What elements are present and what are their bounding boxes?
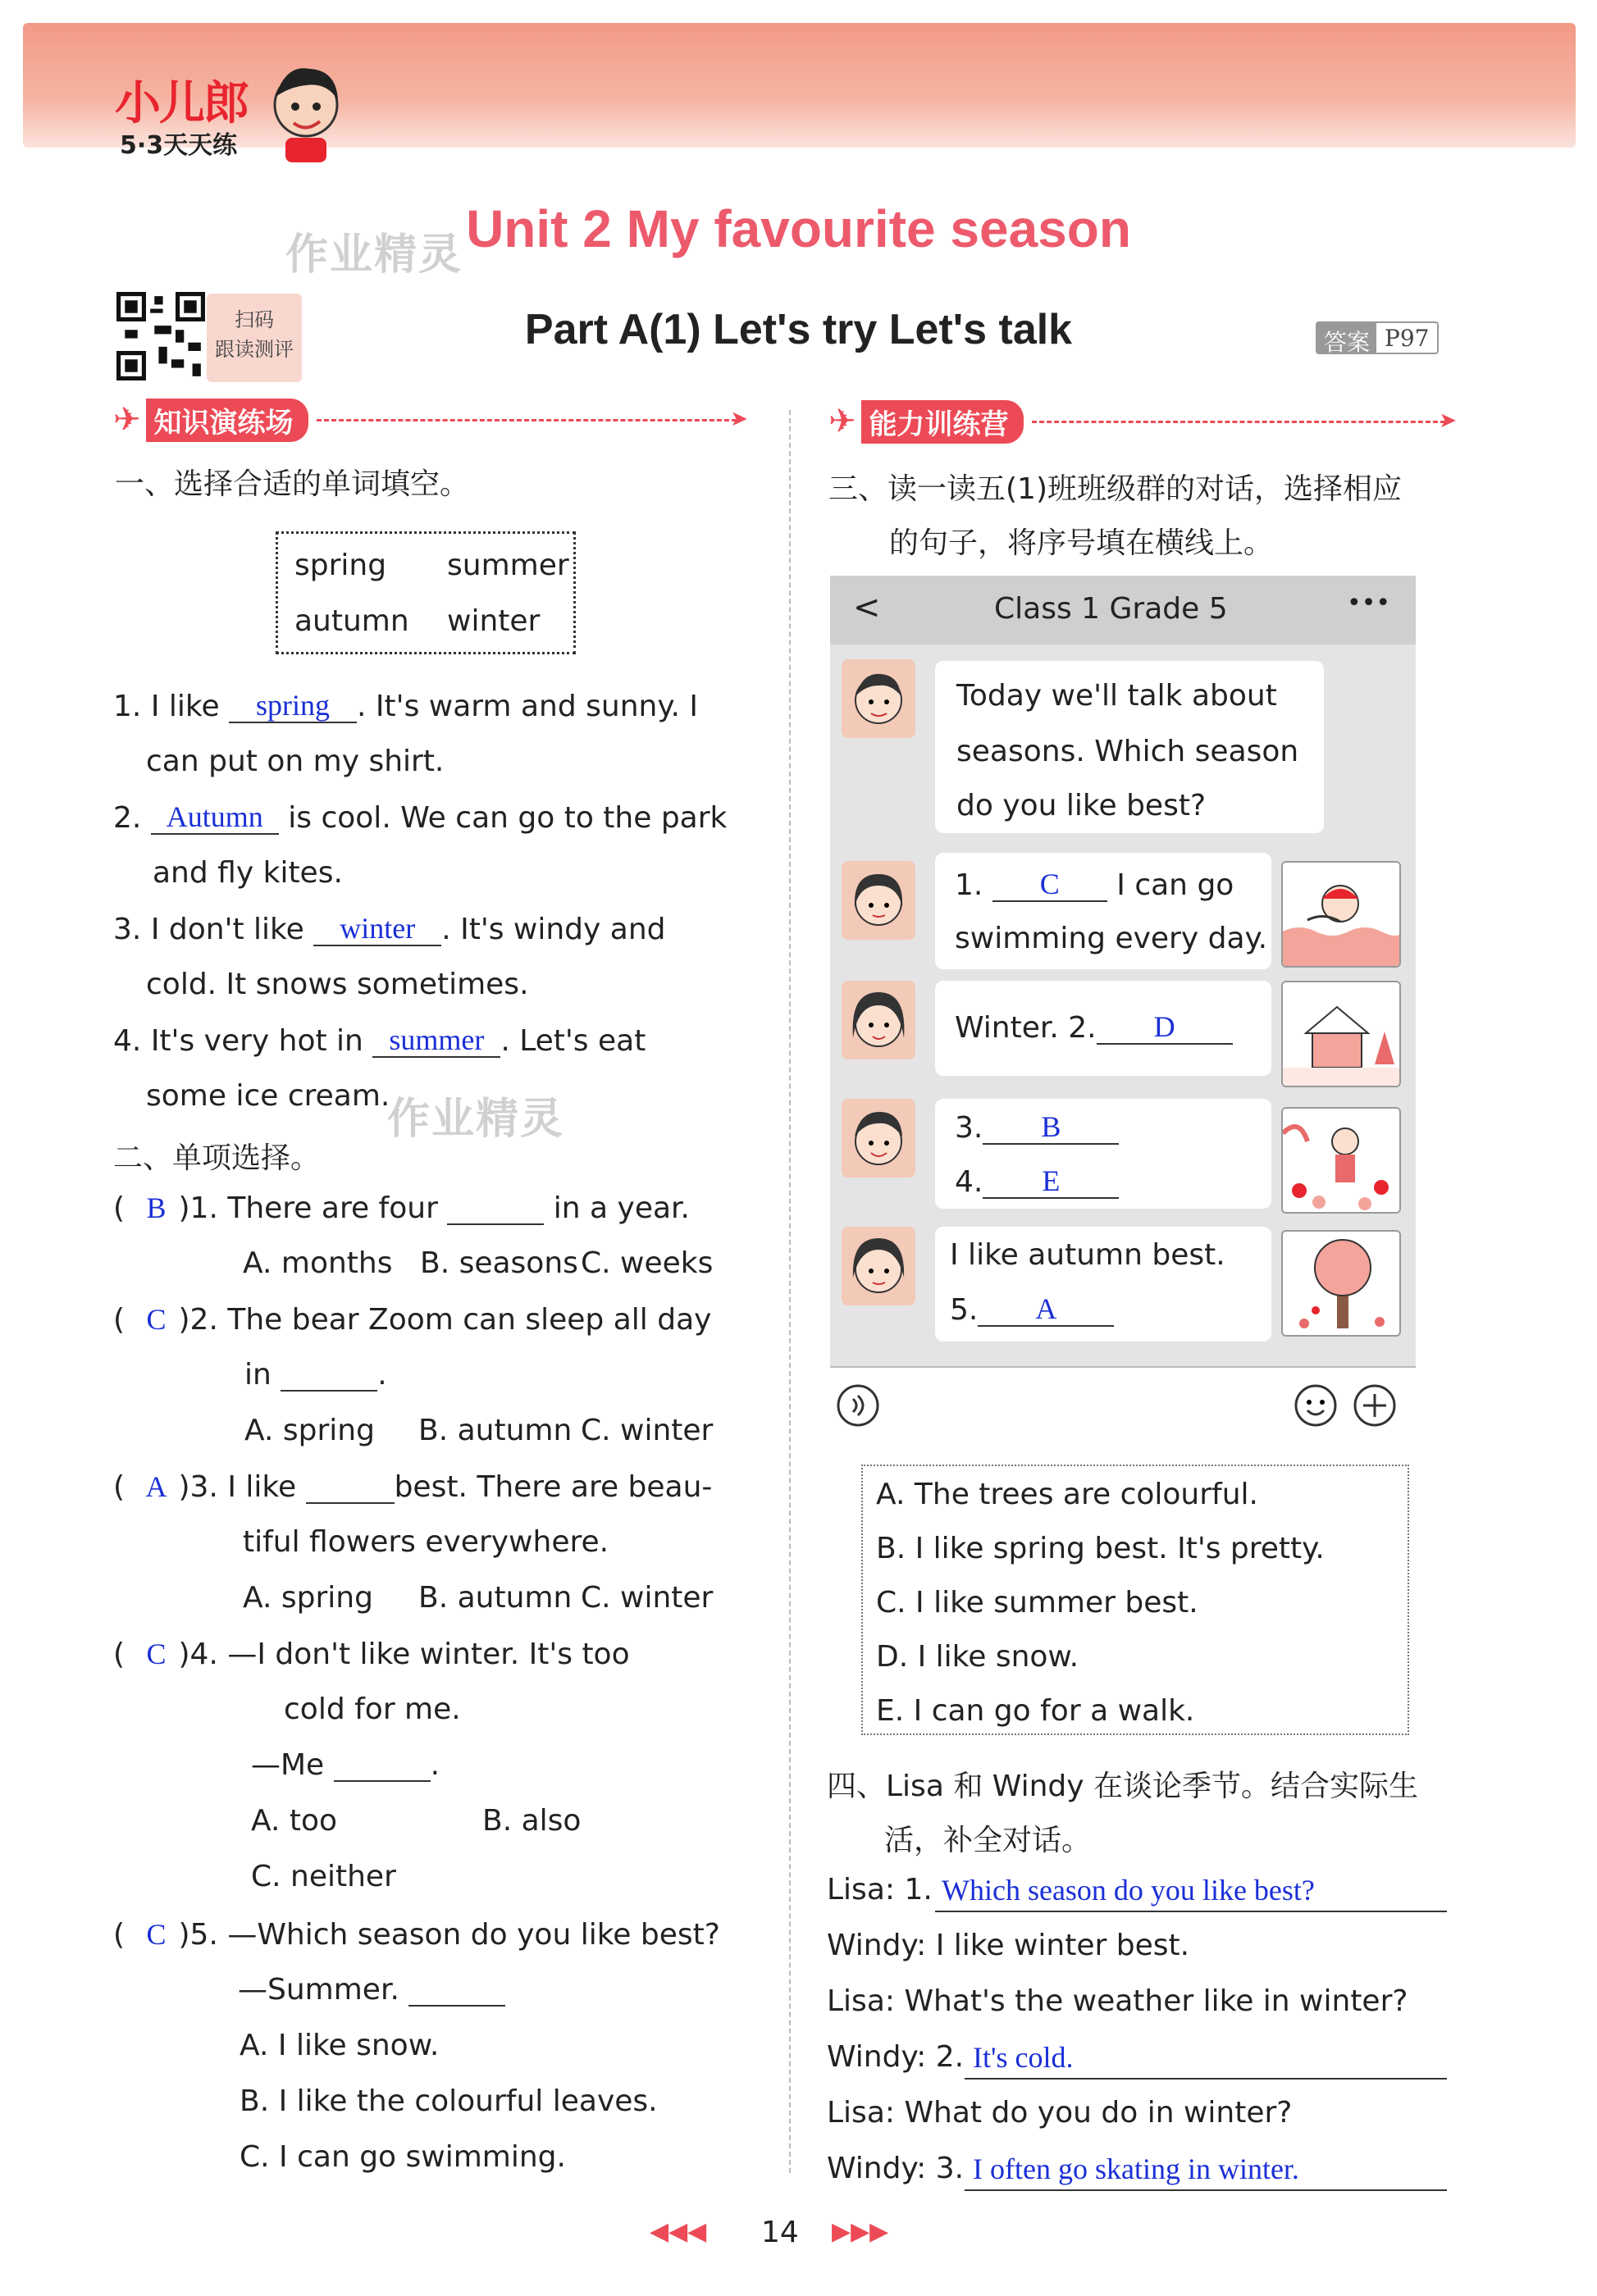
option-a: A. The trees are colourful. [876, 1478, 1258, 1511]
mc-stem: in [244, 1358, 271, 1392]
mc-stem: )3. I like [178, 1470, 297, 1504]
header-band [23, 23, 1576, 148]
word-bank [276, 531, 576, 654]
voice-icon[interactable] [835, 1383, 881, 1428]
dashed-divider [317, 419, 737, 421]
mc-item-3-line2: tiful flowers everywhere. [243, 1525, 609, 1559]
question-3-title-line1: 三、读一读五(1)班班级群的对话，选择相应 [828, 472, 1402, 506]
mc-3-option-a: A. spring [243, 1581, 373, 1615]
item-number: 4. [113, 1024, 142, 1058]
mc-stem: )1. There are four [178, 1191, 438, 1225]
item-text: It's very hot in [150, 1024, 363, 1058]
section-arrow-icon: ✈ [113, 401, 141, 439]
msg-text: Winter. 2. [955, 1011, 1097, 1045]
mc-answer[interactable]: C [146, 1303, 167, 1336]
brand-subtitle: 5·3天天练 [120, 131, 238, 160]
item-text: . Let's eat [500, 1024, 646, 1058]
paren-open: ( [113, 1303, 125, 1337]
msg-text: I can go [1116, 868, 1234, 902]
mc-1-option-a: A. months [243, 1246, 393, 1280]
mc-3-option-b: B. autumn [418, 1581, 573, 1615]
mc-answer[interactable]: C [146, 1638, 167, 1670]
dialog-line-2: Windy: I like winter best. [827, 1929, 1190, 1962]
picture-autumn-tree [1281, 1230, 1401, 1337]
brand-logo: 小儿郎 [115, 76, 248, 130]
mc-4-option-c: C. neither [251, 1860, 396, 1893]
mc-item-4-line2: cold for me. [284, 1692, 461, 1726]
mc-stem: in a year. [553, 1191, 690, 1225]
mc-4-option-a: A. too [251, 1804, 338, 1838]
question-1-title: 一、选择合适的单词填空。 [115, 467, 470, 501]
fill-item-1-line2: can put on my shirt. [146, 745, 445, 778]
watermark-mid: 作业精灵 [387, 1095, 565, 1144]
mc-item-5 [113, 1917, 720, 1952]
mc-answer[interactable]: C [146, 1918, 167, 1951]
blank-line [281, 1390, 377, 1392]
item-number: 3. [113, 913, 142, 946]
item-number: 1. [955, 868, 983, 902]
page-number: 14 [761, 2216, 799, 2249]
section-arrow-icon: ✈ [828, 403, 856, 440]
item-text: is cool. We can go to the park [288, 801, 728, 835]
msg1-line3: do you like best? [956, 789, 1207, 822]
answer-blank[interactable]: spring [229, 689, 357, 723]
item-text: I like [150, 690, 220, 723]
question-2-title: 二、单项选择。 [113, 1141, 321, 1175]
msg2-line1 [955, 868, 1234, 902]
chat-input-divider [830, 1366, 1416, 1368]
dialog-answer-3[interactable]: I often go skating in winter. [973, 2152, 1299, 2185]
mc-stem: —Me [251, 1748, 325, 1782]
blank-line [408, 2005, 505, 2007]
section-header-ability [828, 403, 1445, 440]
item-text: . It's windy and [441, 913, 666, 946]
answer-page-tag [1316, 321, 1439, 354]
fill-item-3-line2: cold. It snows sometimes. [146, 968, 529, 1001]
option-c: C. I like summer best. [876, 1586, 1198, 1620]
chat-back-icon[interactable]: < [853, 589, 881, 626]
blank-line [306, 1502, 395, 1504]
answer-blank[interactable]: D [1097, 1010, 1233, 1045]
mc-item-4-line3: —Me . [251, 1748, 440, 1782]
mascot-icon [261, 57, 351, 164]
msg3-line1 [955, 1010, 1233, 1045]
emoji-icon[interactable] [1293, 1383, 1339, 1428]
word-bank-item: autumn [294, 604, 409, 638]
mc-stem: )4. —I don't like winter. It's too [178, 1638, 630, 1671]
item-text: I don't like [150, 913, 304, 946]
question-4-title-line1: 四、Lisa 和 Windy 在谈论季节。结合实际生 [827, 1770, 1418, 1803]
picture-walk-flowers [1281, 1107, 1401, 1214]
chat-message-5 [935, 1227, 1271, 1342]
avatar-girl-3 [842, 1227, 915, 1305]
item-number: 1. [113, 690, 142, 723]
word-bank-item: summer [447, 549, 569, 582]
mc-1-option-b: B. seasons [420, 1246, 578, 1280]
dialog-line-1: Lisa: 1. [827, 1873, 933, 1906]
mc-4-option-b: B. also [482, 1804, 582, 1838]
dialog-line-3: Lisa: What's the weather like in winter? [827, 1984, 1408, 2018]
chat-more-icon[interactable]: ••• [1347, 589, 1391, 617]
chat-message-1 [935, 661, 1324, 833]
answer-blank[interactable]: A [978, 1292, 1114, 1327]
dashed-divider [1032, 421, 1445, 423]
chat-message-3 [935, 981, 1271, 1076]
fill-item-4 [113, 1023, 646, 1058]
blank-line [447, 1223, 544, 1225]
fill-item-2 [113, 800, 727, 835]
scan-line1: 扫码 [235, 308, 274, 331]
mc-item-4 [113, 1637, 630, 1671]
section-label-practice: 知识演练场 [146, 399, 308, 442]
msg4-line2 [955, 1164, 1119, 1199]
option-e: E. I can go for a walk. [876, 1694, 1195, 1728]
prev-page-arrows[interactable]: ◀◀◀ [650, 2217, 707, 2246]
scan-line2: 跟读测评 [215, 338, 294, 361]
mc-item-1 [113, 1191, 690, 1225]
dialog-line-4: Windy: 2. [827, 2040, 965, 2074]
option-d: D. I like snow. [876, 1640, 1079, 1674]
picture-winter-house [1281, 981, 1401, 1087]
paren-open: ( [113, 1470, 125, 1504]
msg5-line2 [950, 1292, 1114, 1327]
dialog-answer-2[interactable]: It's cold. [973, 2041, 1074, 2074]
mc-5-option-a: A. I like snow. [240, 2029, 440, 2062]
mc-stem: )2. The bear Zoom can sleep all day [178, 1303, 712, 1337]
word-bank-item: spring [294, 549, 387, 582]
avatar-girl-1 [842, 861, 915, 940]
mc-item-5-line2 [238, 1973, 505, 2007]
mc-stem: best. There are beau- [394, 1470, 713, 1504]
mc-1-option-c: C. weeks [581, 1246, 714, 1280]
mc-stem: —Summer. [238, 1973, 399, 2007]
answer-page: P97 [1385, 325, 1430, 352]
chat-title: Class 1 Grade 5 [994, 592, 1228, 626]
fill-item-2-line2: and fly kites. [153, 856, 343, 890]
watermark-top: 作业精灵 [285, 230, 463, 280]
option-b: B. I like spring best. It's pretty. [876, 1532, 1325, 1565]
item-number: 3. [955, 1111, 983, 1145]
word-bank-item: winter [447, 604, 541, 638]
blank-line [334, 1780, 431, 1782]
mc-item-2-line2: in . [244, 1358, 387, 1392]
answer-blank[interactable]: Autumn [151, 800, 279, 835]
section-label-ability: 能力训练营 [861, 400, 1024, 444]
options-box [861, 1465, 1409, 1735]
answer-blank[interactable]: B [983, 1110, 1119, 1145]
answer-blank[interactable]: E [983, 1164, 1119, 1199]
answer-blank[interactable]: C [992, 868, 1107, 902]
item-number: 4. [955, 1165, 983, 1199]
fill-item-4-line2: some ice cream. [146, 1079, 390, 1113]
mc-2-option-a: A. spring [244, 1414, 375, 1447]
avatar-boy [842, 1099, 915, 1178]
answer-label: 答案 [1317, 323, 1376, 353]
dialog-line-5: Lisa: What do you do in winter? [827, 2096, 1293, 2130]
next-page-arrows[interactable]: ▶▶▶ [832, 2217, 889, 2246]
item-text: . It's warm and sunny. I [357, 690, 698, 723]
fill-item-1 [113, 689, 698, 723]
avatar-teacher [842, 659, 915, 738]
mc-answer[interactable]: B [146, 1191, 167, 1224]
dialog-answer-1[interactable]: Which season do you like best? [942, 1874, 1315, 1906]
paren-open: ( [113, 1191, 125, 1225]
msg2-line2: swimming every day. [955, 922, 1268, 955]
msg5-line1: I like autumn best. [950, 1238, 1225, 1272]
mc-item-3 [113, 1469, 712, 1504]
question-3-title-line2: 的句子，将序号填在横线上。 [889, 526, 1274, 560]
item-number: 5. [950, 1293, 979, 1327]
mc-2-option-c: C. winter [581, 1414, 714, 1447]
mc-2-option-b: B. autumn [418, 1414, 573, 1447]
mc-3-option-c: C. winter [581, 1581, 714, 1615]
plus-icon[interactable] [1352, 1383, 1398, 1428]
dialog-line-6: Windy: 3. [827, 2152, 965, 2185]
msg1-line2: seasons. Which season [956, 735, 1299, 768]
avatar-girl-2 [842, 981, 915, 1059]
item-number: 2. [113, 801, 142, 835]
mc-5-option-c: C. I can go swimming. [240, 2140, 566, 2174]
fill-item-3 [113, 912, 666, 946]
section-header-practice [113, 402, 737, 438]
msg1-line1: Today we'll talk about [956, 679, 1277, 713]
chat-message-2 [935, 853, 1271, 969]
paren-open: ( [113, 1918, 125, 1952]
answer-blank[interactable]: summer [372, 1023, 500, 1058]
unit-title: Unit 2 My favourite season [466, 199, 1131, 258]
question-4-title-line2: 活，补全对话。 [884, 1824, 1092, 1857]
answer-blank[interactable]: winter [313, 912, 441, 946]
picture-swimming [1281, 861, 1401, 968]
paren-open: ( [113, 1638, 125, 1671]
part-title: Part A(1) Let's try Let's talk [524, 306, 1073, 353]
msg4-line1 [955, 1110, 1119, 1145]
chat-message-4 [935, 1099, 1271, 1209]
mc-stem: )5. —Which season do you like best? [178, 1918, 720, 1952]
column-divider [789, 410, 791, 2173]
mc-item-2 [113, 1302, 711, 1337]
mc-5-option-b: B. I like the colourful leaves. [240, 2084, 658, 2118]
mc-answer[interactable]: A [145, 1470, 167, 1503]
